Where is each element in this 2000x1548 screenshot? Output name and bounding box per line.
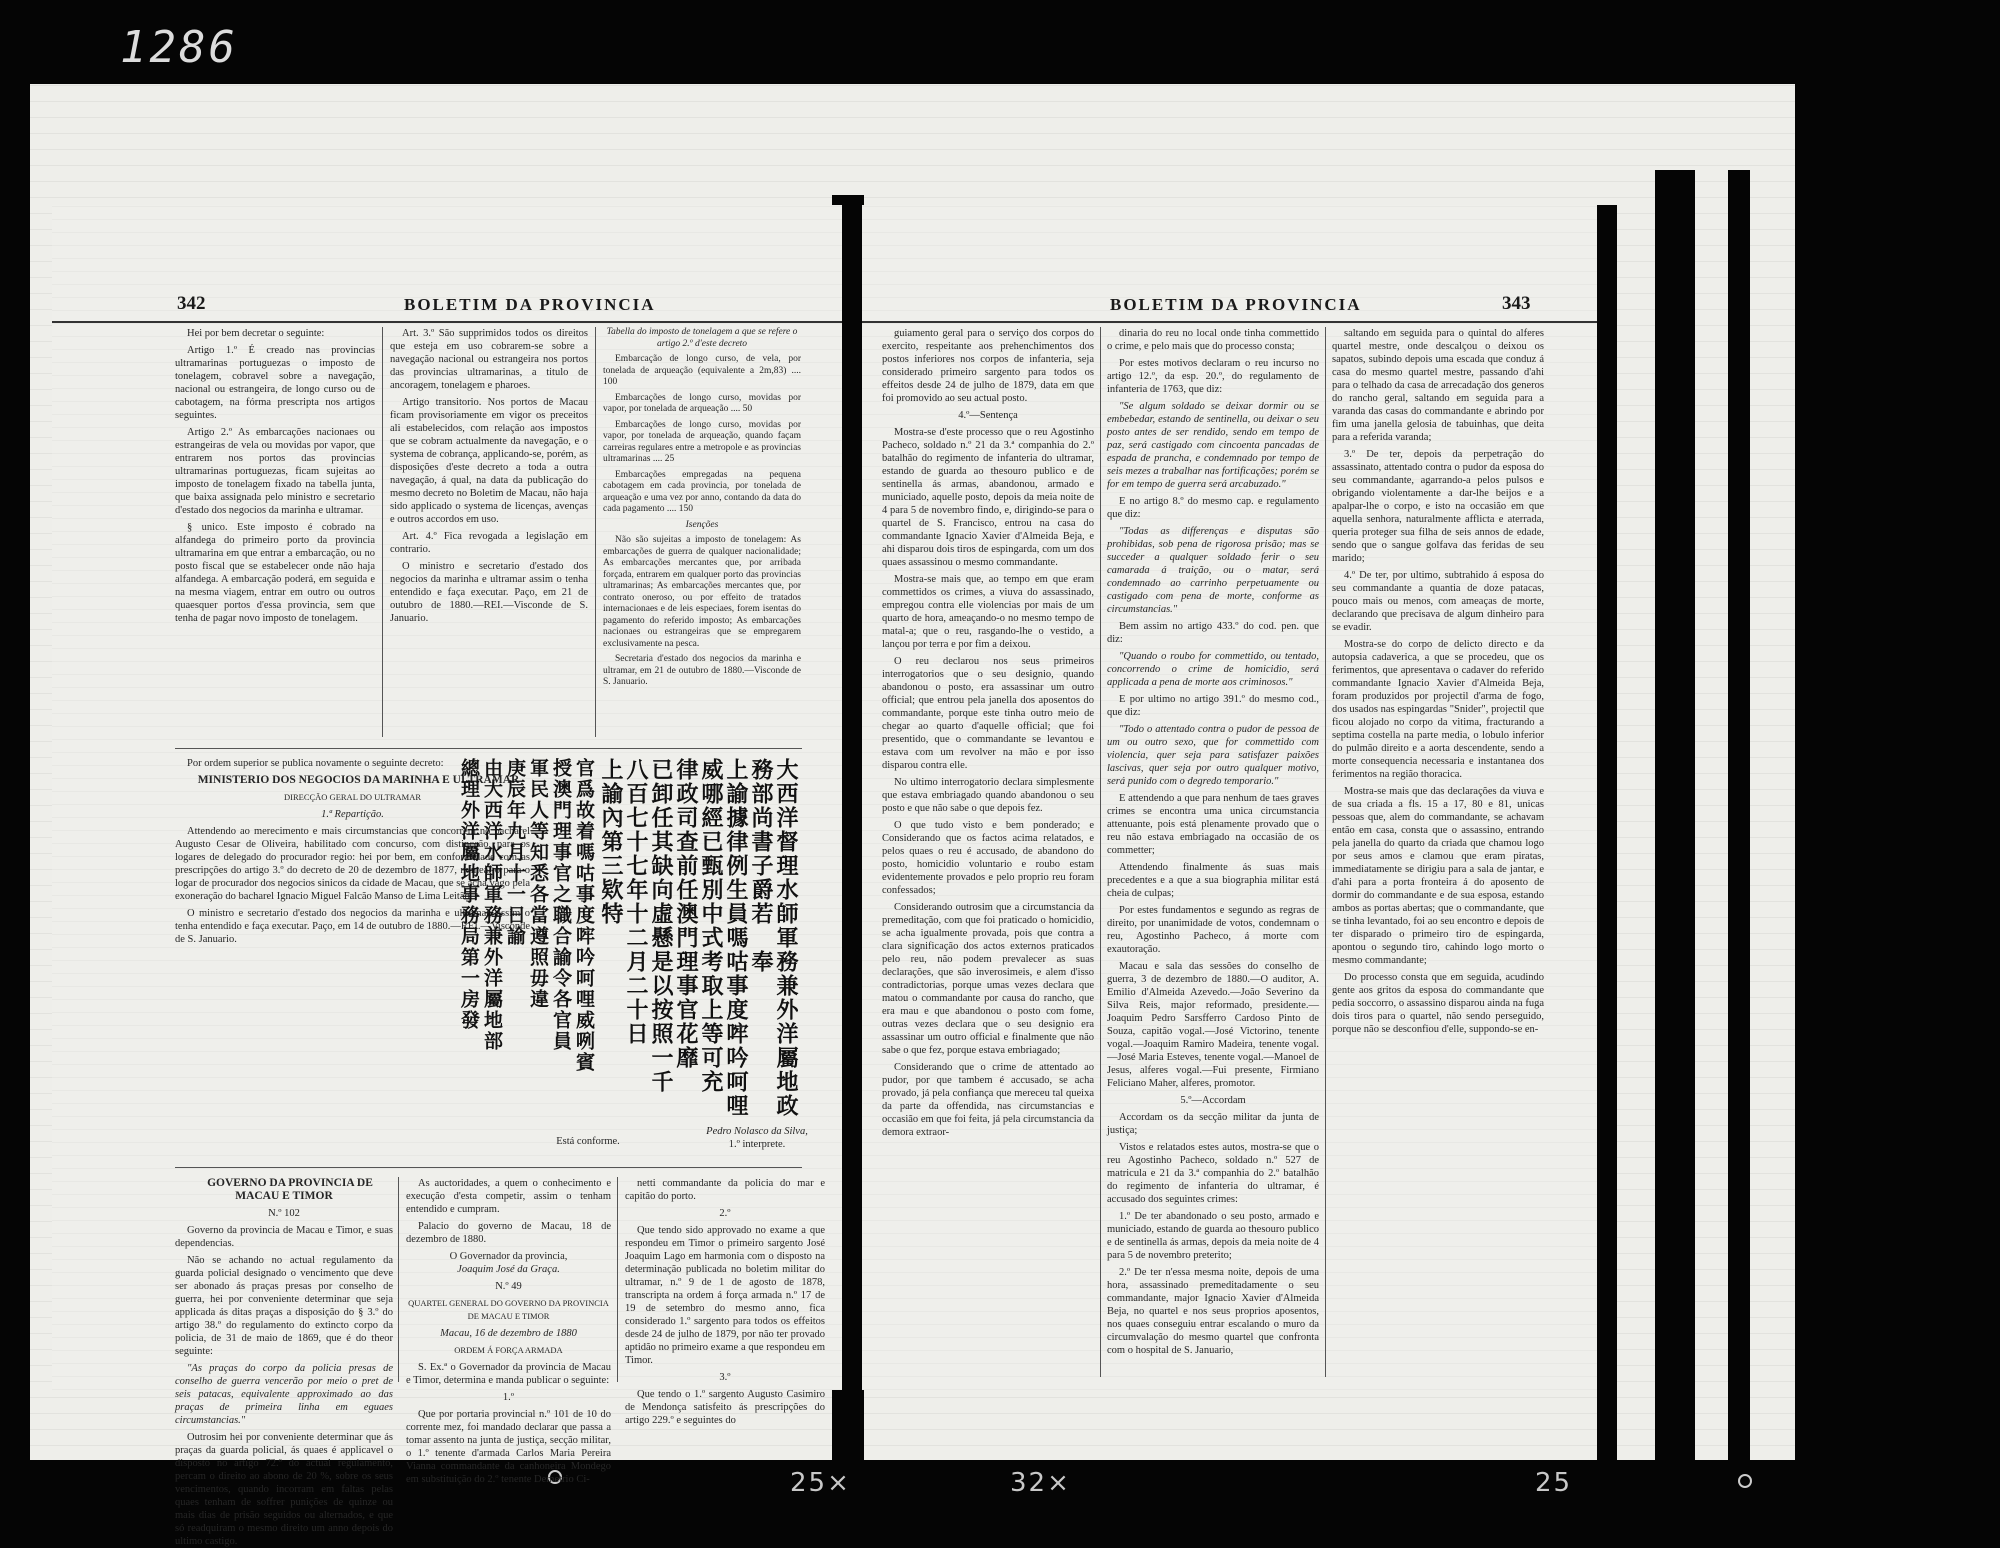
- paragraph: As auctoridades, a quem o conhecimento e execução d'esta competir, assim o tenham entendido e cumpram.: [406, 1178, 611, 1215]
- right-page: [862, 205, 1597, 1390]
- column-tonnage-table: [603, 327, 801, 747]
- table-row: Embarcações empregadas na pequena cabotagem em cada provincia, por tonelada de arqueação e uma vez por anno, contando da data do cada pagamento .... 150: [603, 469, 801, 514]
- ministry-subheading: DIRECÇÃO GERAL DO ULTRAMAR: [283, 792, 422, 802]
- paragraph: O que tudo visto e bem ponderado; e Considerando que os factos acima relatados, e pelos quaes o reu é accusado, de abandono do posto, homicidio voluntario e roubo estam evidentemente provados e pelo proprio reu foram confessados;: [882, 820, 1094, 896]
- order-date: Macau, 16 de dezembro de 1880: [440, 1328, 577, 1339]
- column-government-portaria: [175, 1177, 393, 1547]
- paragraph: Que tendo o 1.º sargento Augusto Casimiro de Mendonça satisfeito ás prescripções do artigo 229.º e seguintes do: [625, 1389, 825, 1426]
- page-number: 342: [177, 293, 206, 314]
- paragraph: 1.º De ter abandonado o seu posto, armado e municiado, estando de guarda ao thesouro publico e de sentinella ás armas, depois da meia noite de 4 para 5 de novembro preterito;: [1107, 1211, 1319, 1261]
- film-frame-number: 1286: [120, 22, 238, 73]
- running-head: [862, 291, 1597, 323]
- running-head-title: BOLETIM DA PROVINCIA: [1110, 295, 1362, 314]
- column-decree-continued: [390, 327, 588, 747]
- column-decree-articles: [175, 327, 375, 747]
- paragraph: 3.º De ter, depois da perpetração do assassinato, attentado contra o pudor da esposa do seu commandante, agarrando-a pelos pulsos e obrigando violentamente a dar-lhe beijos e a apalpar-lhe o corpo, e isto na occasião em que aquella senhora, naturalmente afflicta e aterrada, queria proteger sua filha de seis annos de edade, sendo que o sangue golfava das feridas de seu marido;: [1332, 449, 1544, 564]
- paragraph: Governo da provincia de Macau e Timor, e suas dependencias.: [175, 1225, 393, 1249]
- column-rule: [1325, 327, 1326, 1377]
- table-row: Embarcação de longo curso, de vela, por tonelada de arqueação (equivalente a 2m,83) .... 100: [603, 354, 801, 387]
- order-number: N.º 49: [495, 1281, 522, 1292]
- chinese-column: 務部尚書子爵若 奉: [748, 758, 773, 974]
- ministry-repartition: 1.ª Repartição.: [321, 809, 384, 820]
- quotation: "Todas as differenças e disputas são prohibidas, sob pena de rigorosa prisão; mas se succeder a qualquer soldado ferir o seu camarada á traição, ou o matar, será condemnado ao carrinho perpetuamente ou castigado com pena de morte, conforme as circumstancias.": [1107, 526, 1319, 615]
- frame-shadow-bar: [1655, 170, 1695, 1460]
- paragraph: Por estes motivos declaram o reu incurso no artigo 12.º, da esp. 20.º, do regulamento de infanteria de 1763, que diz:: [1107, 358, 1319, 395]
- paragraph: Accordam os da secção militar da junta de justiça;: [1107, 1112, 1319, 1136]
- item-number: 2.º: [719, 1208, 731, 1219]
- column-order-armed-force: [406, 1177, 611, 1485]
- portaria-number: N.º 102: [268, 1208, 300, 1219]
- column-accordam-continued: [1332, 327, 1544, 1387]
- chinese-column: 官爲故着嗎咕事度哰吟呵哩威咧賓: [573, 758, 595, 1073]
- film-sprocket-mark: [1738, 1474, 1752, 1488]
- paragraph: Mostra-se d'este processo que o reu Agostinho Pacheco, soldado n.º 21 da 3.ª companhia do 2.º batalhão do regimento de infanteria do ultramar, estando de guarda ao thesouro publico e de sentinella ás armas, abandonou, armado e municiado, aquelle posto, depois da meia noite de 4 para 5 de novembro findo, e, dirigindo-se para o quartel de S. Francisco, entrou na casa do commandante Ignacio Xavier d'Almeida Beja, e ahi disparou dois tiros de espingarda, com um dos quaes assassinou o mesmo commandante.: [882, 427, 1094, 568]
- paragraph: Attendendo finalmente ás suas mais precedentes e a que a sua biographia militar está cheia de culpas;: [1107, 862, 1319, 899]
- table-subheading: Isenções: [685, 519, 719, 530]
- item-number: 1.º: [502, 1392, 515, 1403]
- paragraph: 4.º De ter, por ultimo, subtrahido á esposa do seu commandante a quantia de doze patacas, pouco mais ou menos, com ameaças de morte, declarando que precisava de algum dinheiro para se evadir.: [1332, 570, 1544, 633]
- paragraph: O ministro e secretario d'estado dos negocios da marinha e ultramar assim o tenha entendido e faça executar. Paço, em 21 de outubro de 1880.—REI.—Visconde de S. Januario.: [390, 561, 588, 624]
- paragraph: Considerando outrosim que a circumstancia da premeditação, com que foi praticado o homicidio, se acha igualmente provada, pois que contra a clara significação dos actos externos praticados pelo reu, não podem prevalecer as suas declarações, que são inverosimeis, e alem d'isso contradictorias, porque umas vezes declara que matou o commandante por causa do rancho, que era mau e que abandonou o posto com fome, outras vezes declara que o seu designio era assassinar um outro official e finalmente que não sabe o que fez, porque estava embriagado;: [882, 902, 1094, 1056]
- chinese-column: 律政司查前任澳門理事官花靡: [673, 758, 698, 1070]
- strip-label-right: 25: [1535, 1468, 1573, 1498]
- section-rule: [175, 748, 802, 749]
- section-rule: [175, 1167, 802, 1168]
- paragraph: Art. 4.º Fica revogada a legislação em contrario.: [390, 531, 588, 555]
- paragraph: Artigo transitorio. Nos portos de Macau ficam provisoriamente em vigor os preceitos ali estabelecidos, com relação aos impostos que se cobram actualmente da navegação, e o systema de cobrança, applicando-se, porém, as disposições d'este decreto a toda a outra navegação, á qual, na data da publicação do mesmo decreto no Boletim de Macau, não haja sido applicado o systema de licenças, avenças e outros accordos em uso.: [390, 397, 588, 525]
- paragraph: Outrosim hei por conveniente determinar que ás praças da guarda policial, ás quaes é applicavel o disposto no artigo 72.º do actual regulamento, percam o direito ao abono de 20 %, sobre os seus vencimentos, quando incorram em faltas pelas quaes tenham de soffrer punições de quinze ou mais dias de prisão seguidos ou alternados, e que só readquiram o mesmo direito um anno depois do ultimo castigo.: [175, 1432, 393, 1547]
- table-row: Embarcações de longo curso, movidas por vapor, por tonelada de arqueação .... 50: [603, 392, 801, 414]
- ministry-heading: MINISTERIO DOS NEGOCIOS DA MARINHA E ULTRAMAR: [197, 774, 520, 786]
- chinese-column: 庚辰年九月十一日諭: [504, 758, 526, 947]
- chinese-column: 八百七十七年十二月二十日: [623, 758, 648, 1046]
- order-title: ORDEM Á FORÇA ARMADA: [454, 1345, 563, 1355]
- chinese-column: 已卸任其缺向虛懸是以按照一千: [648, 758, 673, 1094]
- paragraph: Attendendo ao merecimento e mais circumstancias que concorrem no bacharel Augusto Cesar de Oliveira, habilitado com concurso, com distincção, para os logares de delegado do procurador regio: hei por bem, em conformidade com as prescripções do artigo 3.º do decreto de 20 de dezembro de 1877, nomeal-o para o logar de procurador dos negocios sinicos da cidade de Macau, que se acha vago pela exoneração do bacharel Ignacio Miguel Falcão Manso de Lima Leitão.: [175, 826, 530, 902]
- interpreter-title: 1.º interprete.: [728, 1139, 786, 1150]
- paragraph: Mostra-se mais que das declarações da viuva e de sua criada a fls. 15 a 17, 80 e 81, unicas pessoas que, alem do commandante, se achavam então em casa, consta que o assassino, entrando pela janella do quarto da criada que chamou logo por seus amos e clamou que eram piratas, immediatamente se dirigiu para a sala de jantar, e d'ahi para a porta fronteira á do aposento de dormir do commandante e de sua esposa, estando ambos as portas abertas; que o commandante, que se tinha levantado, foi ao seu encontro e depois de ter disparado o primeiro tiro de espingarda, apontou o segundo tiro, cahindo logo morto o mesmo commandante;: [1332, 786, 1544, 966]
- paragraph: Secretaria d'estado dos negocios da marinha e ultramar, em 21 de outubro de 1880.—Visconde de S. Januario.: [603, 654, 801, 687]
- paragraph: guiamento geral para o serviço dos corpos do exercito, respeitante aos prehenchimentos dos postos inferiores nos corpos de infanteria, seja considerado primeiro sargento para todos os effeitos desde 24 de julho de 1879, data em que foi promovido ao seu actual posto.: [882, 328, 1094, 404]
- left-page: [52, 205, 842, 1547]
- paragraph: Artigo 1.º É creado nas provincias ultramarinas portuguezas o imposto de tonelagem, cobravel sobre a navegação, nacional ou estrangeira, de longo curso ou de cabotagem, na fórma prescripta nos artigos seguintes.: [175, 345, 375, 421]
- column-rule: [398, 1177, 399, 1382]
- table-row: Embarcações de longo curso, movidas por vapor, por tonelada de arqueação, quando façam carreiras regulares entre a metropole e as provincias ultramarinas .... 25: [603, 419, 801, 464]
- frame-edge-bar: [1795, 84, 1805, 1494]
- paragraph: saltando em seguida para o quintal do alferes quartel mestre, onde descalçou o deixou os sapatos, subindo depois uma escada que conduz á casa do mesmo quartel mestre, passando d'ahi para o telhado da casa de arrecadação dos generos do rancho geral, saltando em seguida para a varanda das casas do commandante e abrindo por fim uma janella gelosia de tabuinhas, que deita para a referida varanda;: [1332, 328, 1544, 443]
- paragraph: Artigo 2.º As embarcações nacionaes ou estrangeiras de vela ou movidas por vapor, que entrarem nos portos das provincias ultramarinas portuguezas, ficam sujeitas ao imposto de tonelagem fixado na tabella junta, que baixa assignada pelo ministro e secretario d'estado dos negocios da marinha e ultramar.: [175, 427, 375, 516]
- running-head-title: BOLETIM DA PROVINCIA: [404, 295, 656, 314]
- chinese-column: 威哪經已甄別中式考取上等可充: [698, 758, 723, 1094]
- section-heading: 4.º—Sentença: [958, 410, 1018, 421]
- order-intro: Por ordem superior se publica novamente o seguinte decreto:: [187, 758, 444, 769]
- paragraph: Por estes fundamentos e segundo as regras de direito, por unanimidade de votos, condemnam o reu, Agostinho Pacheco, á morte com exautoração.: [1107, 905, 1319, 955]
- quotation: "As praças do corpo da policia presas de conselho de guerra vencerão por meio o pret de seis patacas, equivalente approximado ao das praças de primeira linha em eguaes circumstancias.": [175, 1363, 393, 1426]
- paragraph: E attendendo a que para nenhum de taes graves crimes se encontra uma unica circumstancia attenuante, pois está plenamente provado que o reu não estava embriagado na occasião de os commetter;: [1107, 793, 1319, 856]
- conformity-note: [538, 1135, 638, 1151]
- paragraph: Não são sujeitas a imposto de tonelagem: As embarcações de guerra de qualquer nacionalidade; As embarcações mercantes que, por arribada forçada, entrarem em qualquer porto das provincias ultramarinas; As embarcações mercantes que, por contrato oneroso, ou por effeito de tratados internacionaes e de leis especiaes, forem isentas do pagamento do referido imposto; As embarcações nacionaes ou estrangeiras que se empregarem exclusivamente na pesca.: [603, 535, 801, 649]
- paragraph: Considerando que o crime de attentado ao pudor, por que tambem é accusado, se acha provado, já pela confiança que mereceu tal queixa da parte da offendida, nas circumstancias e occasião em que foi feita, já pela circumstancia da demora extraor-: [882, 1062, 1094, 1138]
- paragraph: Hei por bem decretar o seguinte:: [187, 328, 325, 339]
- quotation: "Quando o roubo for commettido, ou tentado, concorrendo o crime de homicidio, será applicada a pena de morte aos criminosos.": [1107, 651, 1319, 688]
- chinese-column: 授澳門理事官之職合諭令各官員: [550, 758, 572, 1052]
- order-heading: QUARTEL GENERAL DO GOVERNO DA PROVINCIA DE MACAU E TIMOR: [408, 1298, 609, 1321]
- paragraph: Bem assim no artigo 433.º do cod. pen. que diz:: [1107, 621, 1319, 645]
- section-heading: 5.º—Accordam: [1180, 1095, 1246, 1106]
- paragraph: Não se achando no actual regulamento da guarda policial designado o vencimento que deve ser abonado ás praças presas por conselho de guerra, hei por conveniente determinar que seja applicada ás ditas praças a disposição do § 3.º do artigo 38.º do regulamento do extincto corpo da policia, de 31 de maio de 1869, que é do theor seguinte:: [175, 1255, 393, 1357]
- paragraph: Do processo consta que em seguida, acudindo gente aos gritos da esposa do commandante que pedia soccorro, o assassino disparou ainda na fuga dois tiros para o quartel, não sendo perseguido, porque não se desconfiou d'elle, suppondo-se en-: [1332, 972, 1544, 1035]
- right-page-shadow: [1597, 205, 1617, 1460]
- column-rule: [1100, 327, 1101, 1377]
- paragraph: O reu declarou nos seus primeiros interrogatorios que o seu designio, quando abandonou o posto, era assassinar um outro official; que entrou pela janella dos aposentos do commandante, porque este tinha outro meio de chegar ao quarto d'aquelle official; que foi presentido, que o commandante se levantou e estava com um revolver na mão e por isso disparou contra elle.: [882, 656, 1094, 771]
- chinese-column: 上諭內第三欵特: [598, 758, 623, 926]
- signature-name: Joaquim José da Graça.: [457, 1264, 560, 1275]
- column-sentence: [882, 327, 1094, 1387]
- paragraph: No ultimo interrogatorio declara simplesmente que estava embriagado quando abandonou o seu posto e que não sabe o que depois fez.: [882, 777, 1094, 814]
- column-rule: [595, 327, 596, 737]
- conforme-text: Está conforme.: [556, 1136, 620, 1147]
- strip-label-left: 25×: [790, 1468, 851, 1498]
- paragraph: O ministro e secretario d'estado dos negocios da marinha e ultramar, assim o tenha entendido e faça executar. Paço, em 14 de outubro de 1880.—REI.—Visconde de S. Januario.: [175, 908, 530, 945]
- paragraph: Vistos e relatados estes autos, mostra-se que o reu Agostinho Pacheco, soldado n.º 527 de matricula e 21 da 3.ª companhia do 2.º batalhão do regimento de infanteria do ultramar, é accusado dos seguintes crimes:: [1107, 1142, 1319, 1205]
- quotation: "Se algum soldado se deixar dormir ou se embebedar, estando de sentinella, ou deixar o seu posto antes de ser rendido, sendo em tempo de paz, será castigado com cincoenta pancadas de espada de prancha, e condemnado por tempo de seis mezes a trabalhar nas fortificações; porém se for em tempo de guerra será arcabuzado.": [1107, 401, 1319, 490]
- column-rule: [382, 327, 383, 737]
- item-number: 3.º: [719, 1372, 731, 1383]
- chinese-column: 總理外洋屬地事務局第一房發: [458, 758, 480, 1031]
- paragraph: Que tendo sido approvado no exame a que respondeu em Timor o primeiro sargento José Joaquim Lago em harmonia com o disposto na determinação publicada no boletim militar do ultramar, n.º 9 de 1 de agosto de 1878, transcripta na ordem á força armada n.º 17 de 19 de setembro do mesmo anno, fica considerado 1.º sargento para todos os effeitos desde 24 de julho de 1879, por não ter provado aptidão no primeiro exame a que respondeu em Timor.: [625, 1225, 825, 1366]
- interpreter-name: Pedro Nolasco da Silva,: [706, 1126, 808, 1137]
- interpreter-signature: [692, 1125, 822, 1155]
- signature-role: O Governador da provincia,: [449, 1251, 568, 1262]
- column-rule: [617, 1177, 618, 1382]
- chinese-column: 大西洋督理水師軍務兼外洋屬地政: [773, 758, 798, 1118]
- column-order-continued: [625, 1177, 825, 1426]
- paragraph: Que por portaria provincial n.º 101 de 10 do corrente mez, foi mandado declarar que passa a tomar assento na junta de justiça, secção militar, o 1.º tenente d'armada Carlos Maria Pereira Vianna commandante da canhoneira Mondego em substituição do 2.º tenente Demetrio Ci-: [406, 1409, 611, 1485]
- chinese-column: 由大西洋水師軍務兼外洋屬地部: [481, 758, 503, 1052]
- chinese-column: 上諭據律例生員嗎咕事度哰吟呵哩: [723, 758, 748, 1118]
- strip-label-center: 32×: [1010, 1468, 1071, 1498]
- quotation: "Todo o attentado contra o pudor de pessoa de um ou outro sexo, que for commettido com violencia, quer seja para satisfazer paixões lascivas, quer seja por outro qualquer motivo, será punido com o degredo temporario.": [1107, 724, 1319, 787]
- chinese-column: 軍民人等知悉各當遵照毋違: [527, 758, 549, 1010]
- table-title: Tabella do imposto de tonelagem a que se refere o artigo 2.º d'este decreto: [606, 327, 798, 349]
- column-sentence-continued: [1107, 327, 1319, 1387]
- running-head: [52, 291, 842, 323]
- paragraph: 2.º De ter n'essa mesma noite, depois de uma hora, assassinado premeditadamente o seu commandante, major Ignacio Xavier d'Almeida Beja, no quartel e nos seus proprios aposentos, nos quaes conseguiu entrar escalando o muro da circumvalação do mesmo quartel que confronta com o hospital de S. Januario,: [1107, 1267, 1319, 1356]
- paragraph: E por ultimo no artigo 391.º do mesmo cod., que diz:: [1107, 694, 1319, 718]
- paragraph: netti commandante da policia do mar e capitão do porto.: [625, 1178, 825, 1202]
- paragraph: Palacio do governo de Macau, 18 de dezembro de 1880.: [406, 1221, 611, 1245]
- paragraph: S. Ex.ª o Governador da provincia de Macau e Timor, determina e manda publicar o seguinte:: [406, 1362, 611, 1386]
- paragraph: Art. 3.º São supprimidos todos os direitos que esteja em uso cobrarem-se sobre a navegação nacional ou estrangeira nos portos das provincias ultramarinas, a titulo de ancoragem, tonelagem e pharoes.: [390, 328, 588, 391]
- paragraph: dinaria do reu no local onde tinha commettido o crime, e pelo mais que do processo consta;: [1107, 328, 1319, 352]
- frame-shadow-bar: [1728, 170, 1750, 1460]
- paragraph: Mostra-se do corpo de delicto directo e da autopsia cadaverica, a que se procedeu, que os ferimentos, que apresentava o cadaver do referido commandante Ignacio Xavier d'Almeida Beja, foram produzidos por projectil d'arma de fogo, dos usados nas espingardas "Snider", projectil que ficou alojado no corpo da vitima, fracturando a septima costella na parte media, o lobulo inferior do pulmão direito e a aorta descendente, sendo a morte consequencia necessaria e instantanea dos ferimentos na região thoracica.: [1332, 639, 1544, 780]
- paragraph: E no artigo 8.º do mesmo cap. e regulamento que diz:: [1107, 496, 1319, 520]
- government-heading: GOVERNO DA PROVINCIA DE MACAU E TIMOR: [207, 1177, 373, 1202]
- paragraph: Macau e sala das sessões do conselho de guerra, 3 de dezembro de 1880.—O auditor, A. Emilio d'Almeida Azevedo.—João Severino da Silva Reis, major reformado, presidente.—Joaquim Pedro Sarsfferro Cardoso Pinto de Souza, capitão vogal.—José Victorino, tenente vogal.—Joaquim Ramiro Madeira, tenente vogal.—José Maria Esteves, tenente vogal.—Manoel de Jesus, alferes vogal.—Fui presente, Firmiano Feliciano Maher, alferes, promotor.: [1107, 961, 1319, 1089]
- page-number: 343: [1502, 293, 1531, 314]
- paragraph: Mostra-se mais que, ao tempo em que eram commettidos os crimes, a viuva do assassinado, empregou contra elle violencias por mais de um quarto de hora, ameaçando-o no mesmo tempo de matal-a; que o reu, rasgando-lhe o vestido, a lançou por terra e por fim a deixou.: [882, 574, 1094, 650]
- paragraph: § unico. Este imposto é cobrado na alfandega do primeiro porto da provincia ultramarina em que entrar a embarcação, ou no posto fiscal que se estabelecer onde não haja alfandega. A embarcação poderá, em seguida e na mesma viagem, entrar em outro ou outros quaesquer portos d'essa provincia, sem que tenha de pagar novo imposto de tonelagem.: [175, 522, 375, 624]
